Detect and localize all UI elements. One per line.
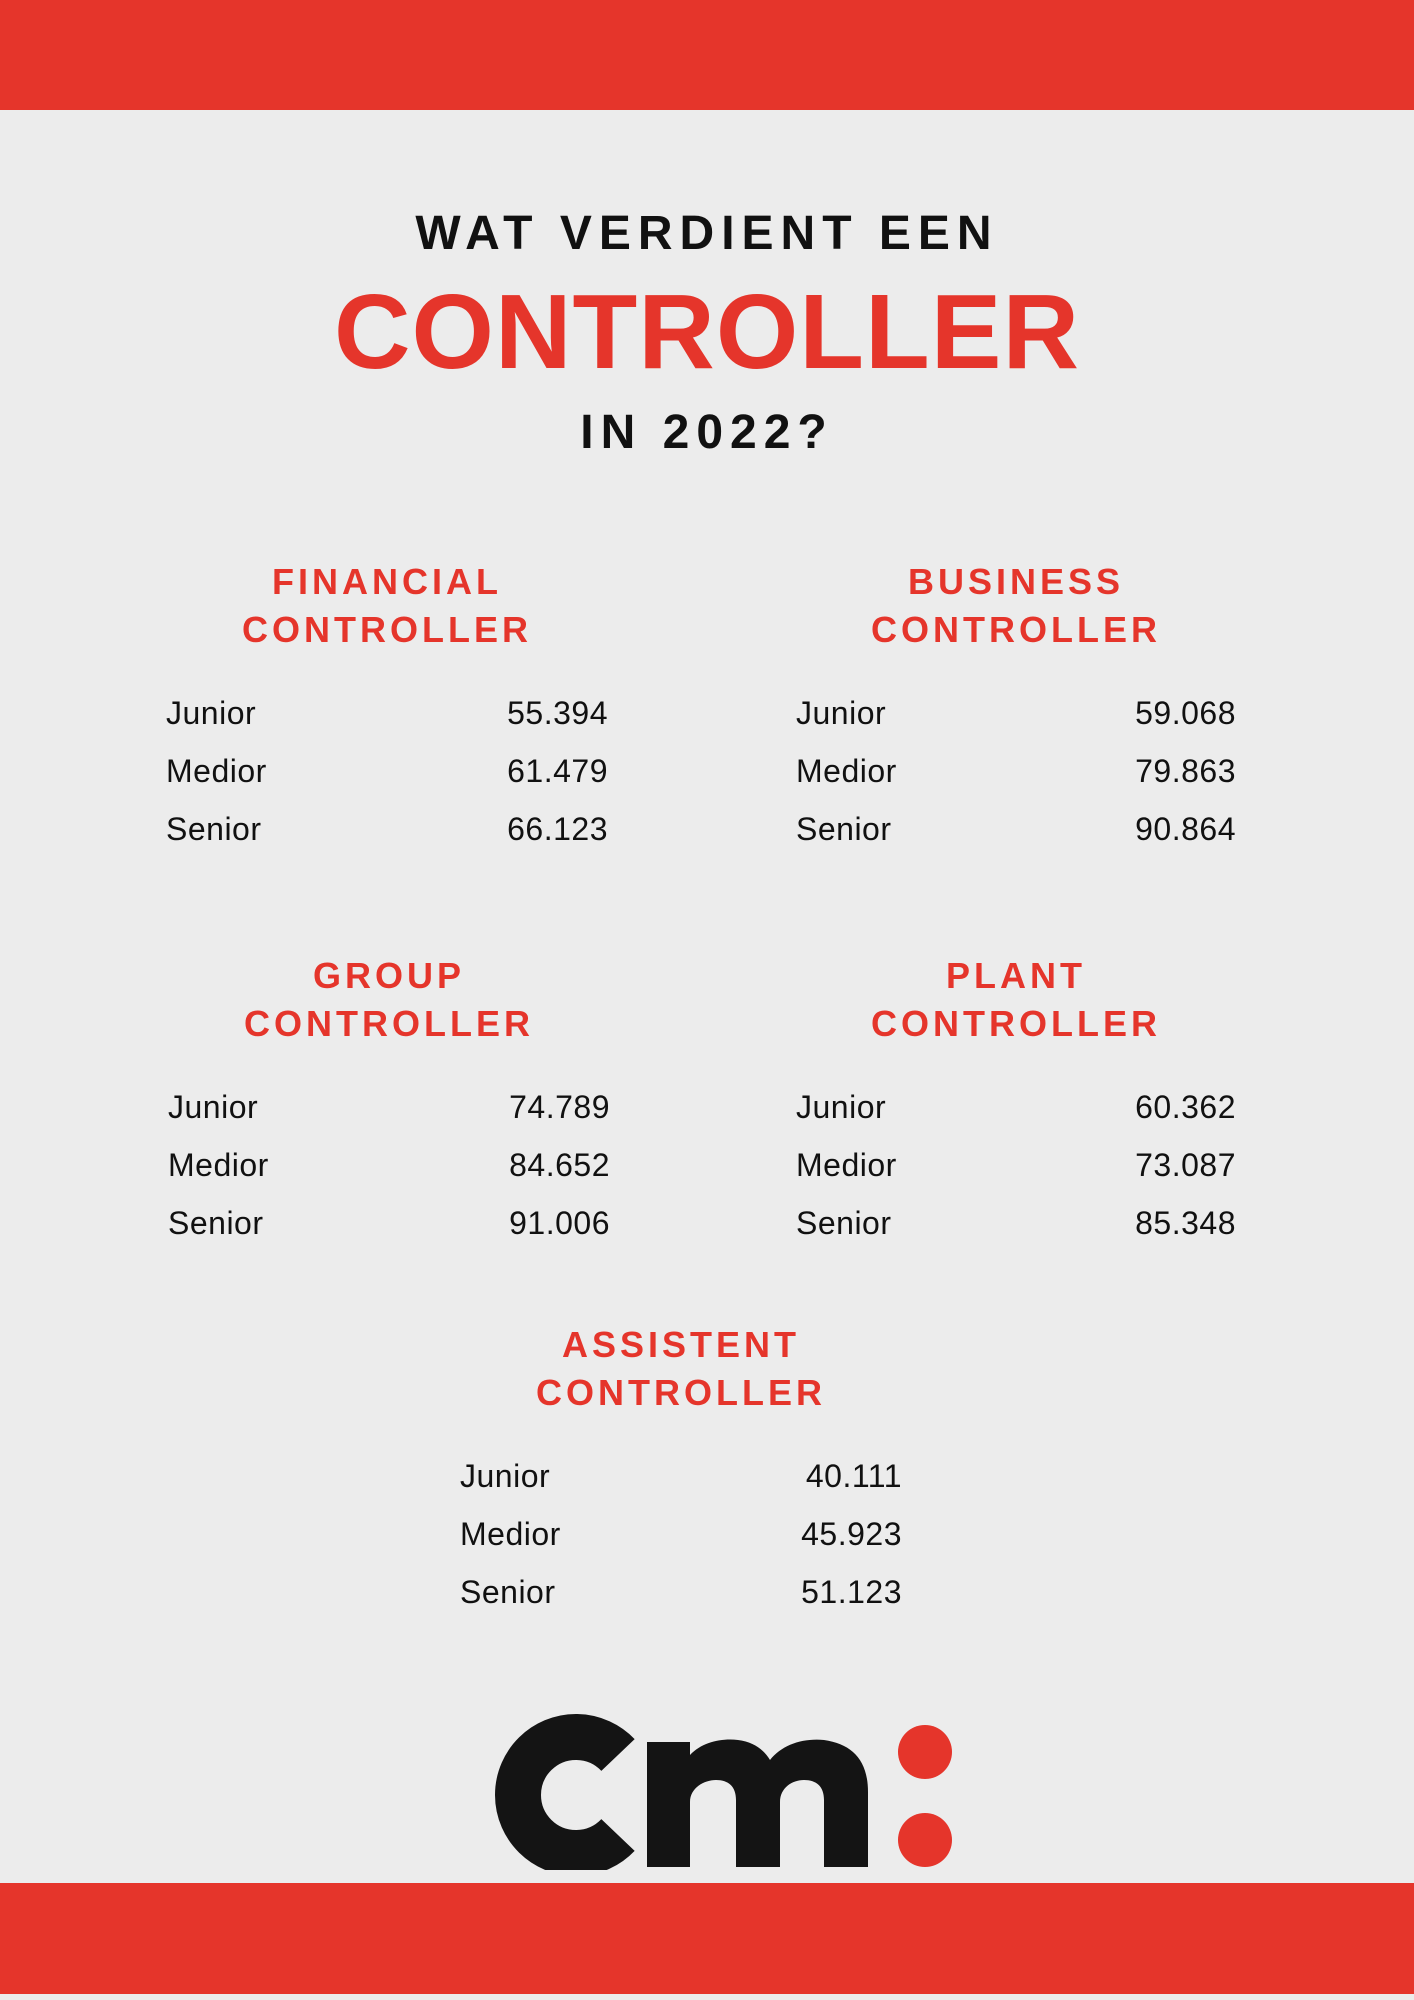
salary-row-senior: [796, 800, 1236, 858]
level-label: Junior: [166, 695, 257, 731]
salary-row-medior: [796, 742, 1236, 800]
salary-row-senior: [166, 800, 608, 858]
level-label: Medior: [166, 753, 267, 789]
salary-value: 84.652: [509, 1147, 610, 1183]
logo-letter-c: [518, 1737, 618, 1853]
plant-controller-block: [796, 952, 1236, 1252]
salary-list: [168, 1078, 610, 1252]
block-title: [796, 558, 1236, 654]
salary-value: 55.394: [507, 695, 608, 731]
block-title: [166, 558, 608, 654]
salary-row-junior: [166, 684, 608, 742]
heading-line-1: WAT VERDIENT EEN: [415, 207, 999, 260]
block-title-line-1: PLANT: [946, 955, 1086, 996]
block-title-line-2: CONTROLLER: [242, 609, 532, 650]
level-label: Senior: [796, 811, 892, 847]
salary-row-junior: [796, 1078, 1236, 1136]
salary-value: 85.348: [1135, 1205, 1236, 1241]
block-title-line-2: CONTROLLER: [244, 1003, 534, 1044]
block-title: [796, 952, 1236, 1048]
level-label: Junior: [796, 1089, 887, 1125]
level-label: Senior: [460, 1574, 556, 1610]
salary-value: 91.006: [509, 1205, 610, 1241]
level-label: Medior: [460, 1516, 561, 1552]
bottom-red-band: [0, 1883, 1414, 1994]
salary-row-medior: [796, 1136, 1236, 1194]
block-title-line-1: FINANCIAL: [272, 561, 502, 602]
salary-row-junior: [796, 684, 1236, 742]
salary-list: [796, 684, 1236, 858]
block-title-line-1: ASSISTENT: [561, 1324, 801, 1365]
level-label: Junior: [168, 1089, 259, 1125]
heading-line-3: IN 2022?: [580, 406, 834, 459]
block-title: [438, 1321, 924, 1417]
salary-row-medior: [460, 1505, 902, 1563]
salary-value: 74.789: [509, 1089, 610, 1125]
block-title: [168, 952, 610, 1048]
salary-value: 66.123: [507, 811, 608, 847]
heading-controller: CONTROLLER: [333, 273, 1081, 391]
level-label: Junior: [796, 695, 887, 731]
logo-letter-m: [647, 1740, 868, 1867]
salary-value: 90.864: [1135, 811, 1236, 847]
block-title-line-2: CONTROLLER: [536, 1372, 826, 1413]
salary-value: 51.123: [801, 1574, 902, 1610]
logo-dot-bottom: [898, 1813, 952, 1867]
salary-row-junior: [460, 1447, 902, 1505]
assistent-controller-block: [460, 1321, 902, 1621]
salary-value: 61.479: [507, 753, 608, 789]
logo-dot-top: [898, 1725, 952, 1779]
financial-controller-block: [166, 558, 608, 858]
level-label: Senior: [168, 1205, 264, 1241]
salary-row-medior: [168, 1136, 610, 1194]
block-title-line-1: BUSINESS: [907, 561, 1125, 602]
level-label: Senior: [166, 811, 262, 847]
salary-value: 59.068: [1135, 695, 1236, 731]
level-label: Senior: [796, 1205, 892, 1241]
salary-list: [166, 684, 608, 858]
group-controller-block: [168, 952, 610, 1252]
salary-row-senior: [168, 1194, 610, 1252]
salary-list: [460, 1447, 902, 1621]
salary-value: 60.362: [1135, 1089, 1236, 1125]
business-controller-block: [796, 558, 1236, 858]
level-label: Junior: [460, 1458, 551, 1494]
salary-list: [796, 1078, 1236, 1252]
salary-row-senior: [460, 1563, 902, 1621]
salary-value: 79.863: [1135, 753, 1236, 789]
salary-value: 45.923: [801, 1516, 902, 1552]
level-label: Medior: [796, 1147, 897, 1183]
level-label: Medior: [168, 1147, 269, 1183]
salary-row-junior: [168, 1078, 610, 1136]
salary-row-senior: [796, 1194, 1236, 1252]
block-title-line-2: CONTROLLER: [871, 609, 1161, 650]
salary-value: 40.111: [805, 1458, 902, 1494]
block-title-line-2: CONTROLLER: [871, 1003, 1161, 1044]
salary-row-medior: [166, 742, 608, 800]
salary-value: 73.087: [1135, 1147, 1236, 1183]
block-title-line-1: GROUP: [312, 955, 465, 996]
level-label: Medior: [796, 753, 897, 789]
cm-logo: [490, 1700, 970, 1870]
top-red-band: [0, 0, 1414, 110]
